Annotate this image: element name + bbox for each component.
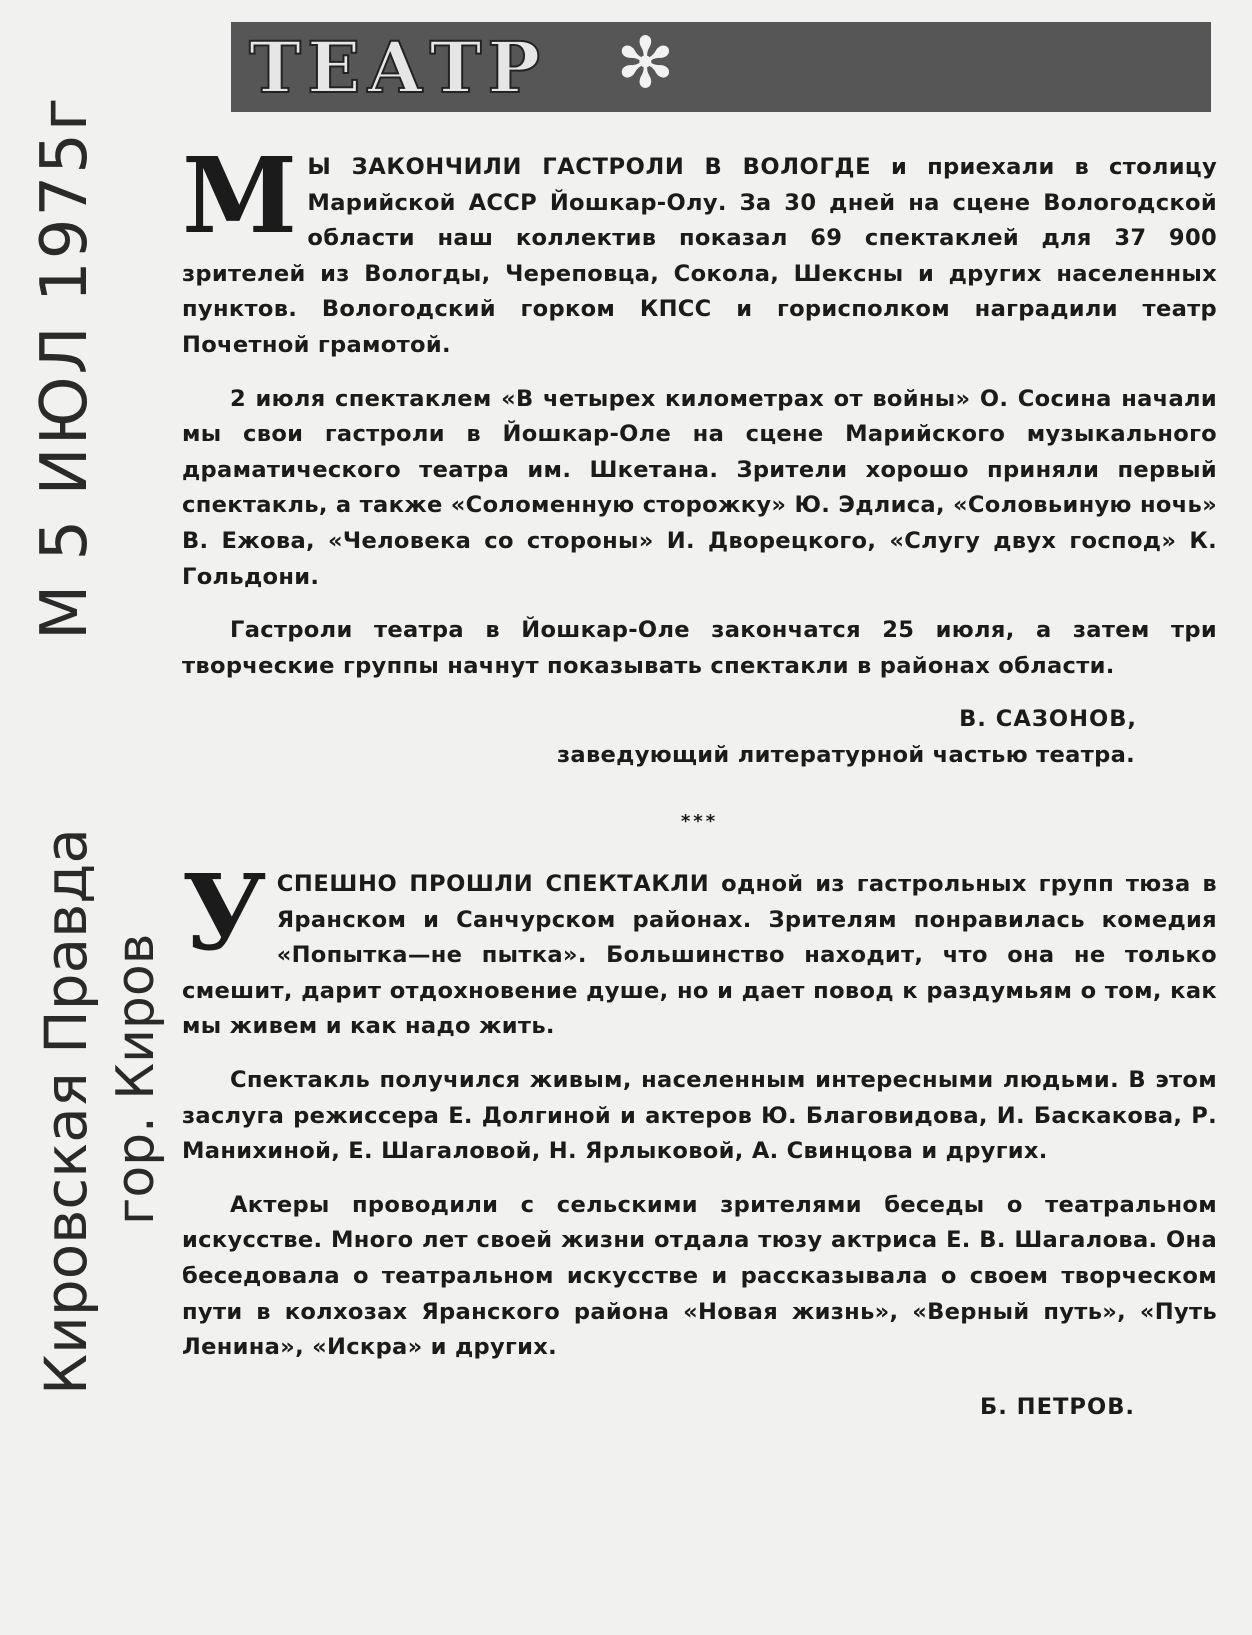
- article1-lead-rest: и приехали в столицу Марийской АССР Йошкар-Олу. За 30 дней на сцене Вологодской области наш коллектив показал 69 спектаклей для 37 900 зрителей из Вологды, Череповца, Сокола, Шексны и других населенных пунктов. Вологодский горком КПСС и горисполком наградили театр Почетной грамотой.: [182, 154, 1217, 358]
- article2-author: Б. ПЕТРОВ.: [980, 1393, 1135, 1420]
- snowflake-icon: ✻: [616, 22, 675, 104]
- article1-paragraph-2: 2 июля спектаклем «В четырех километрах от войны» О. Сосина начали мы свои гастроли в Йошкар-Оле на сцене Марийского музыкального драматического театра им. Шкетана. Зрители хорошо приняли первый спектакль, а также «Соломенную сторожку» Ю. Эдлиса, «Соловьиную ночь» В. Ежова, «Человека со стороны» И. Дворецкого, «Слугу двух господ» К. Гольдони.: [182, 385, 1217, 590]
- article-divider: ***: [680, 810, 719, 832]
- section-banner: [231, 22, 1211, 112]
- article1-paragraph-3: Гастроли театра в Йошкар-Оле закончатся 25 июля, а затем три творческие группы начнут показывать спектакли в районах области.: [182, 617, 1217, 679]
- article1-signature: [182, 702, 1217, 773]
- article2-paragraph-3: Актеры проводили с сельскими зрителями беседы о театральном искусстве. Много лет своей жизни отдала тюзу актриса Е. В. Шагалова. Она беседовала о театральном искусстве и рассказывала о своем творческом пути в колхозах Яранского района «Новая жизнь», «Верный путь», «Путь Ленина», «Искра» и других.: [182, 1191, 1217, 1361]
- stamp-newspaper-name: Кировская Правда: [32, 828, 100, 1395]
- stamp-city: гор. Киров: [106, 933, 166, 1225]
- article1-author: В. САЗОНОВ,: [959, 706, 1137, 733]
- article1-dropcap: М: [182, 134, 298, 257]
- article2-lead-head: СПЕШНО ПРОШЛИ СПЕКТАКЛИ: [276, 871, 710, 898]
- stamp-date: М 5 ИЮЛ 1975г: [28, 95, 102, 640]
- article2-lead-rest: одной из гастрольных групп тюза в Яранском и Санчурском районах. Зрителям понравилась комедия «Попытка—не пытка». Большинство находит, что она не только смешит, дарит отдохновение душе, но и дает повод к раздумьям о том, как мы живем и как надо жить.: [182, 871, 1217, 1040]
- article2-dropcap: У: [182, 851, 267, 975]
- article2-lead: [182, 851, 1217, 1045]
- section-title: ТЕАТР: [249, 26, 547, 109]
- article2-paragraph-2: Спектакль получился живым, населенным интересными людьми. В этом заслуга режиссера Е. Долгиной и актеров Ю. Благовидова, И. Баскакова, Р. Манихиной, Е. Шагаловой, Н. Ярлыковой, А. Свинцова и других.: [182, 1067, 1217, 1165]
- archive-stamp: [0, 0, 175, 1635]
- article1-author-role: заведующий литературной частью театра.: [556, 741, 1135, 768]
- article1-lead-head: Ы ЗАКОНЧИЛИ ГАСТРОЛИ В ВОЛОГДЕ: [307, 154, 872, 180]
- article1-lead: [182, 134, 1217, 364]
- article-body: [182, 134, 1217, 1425]
